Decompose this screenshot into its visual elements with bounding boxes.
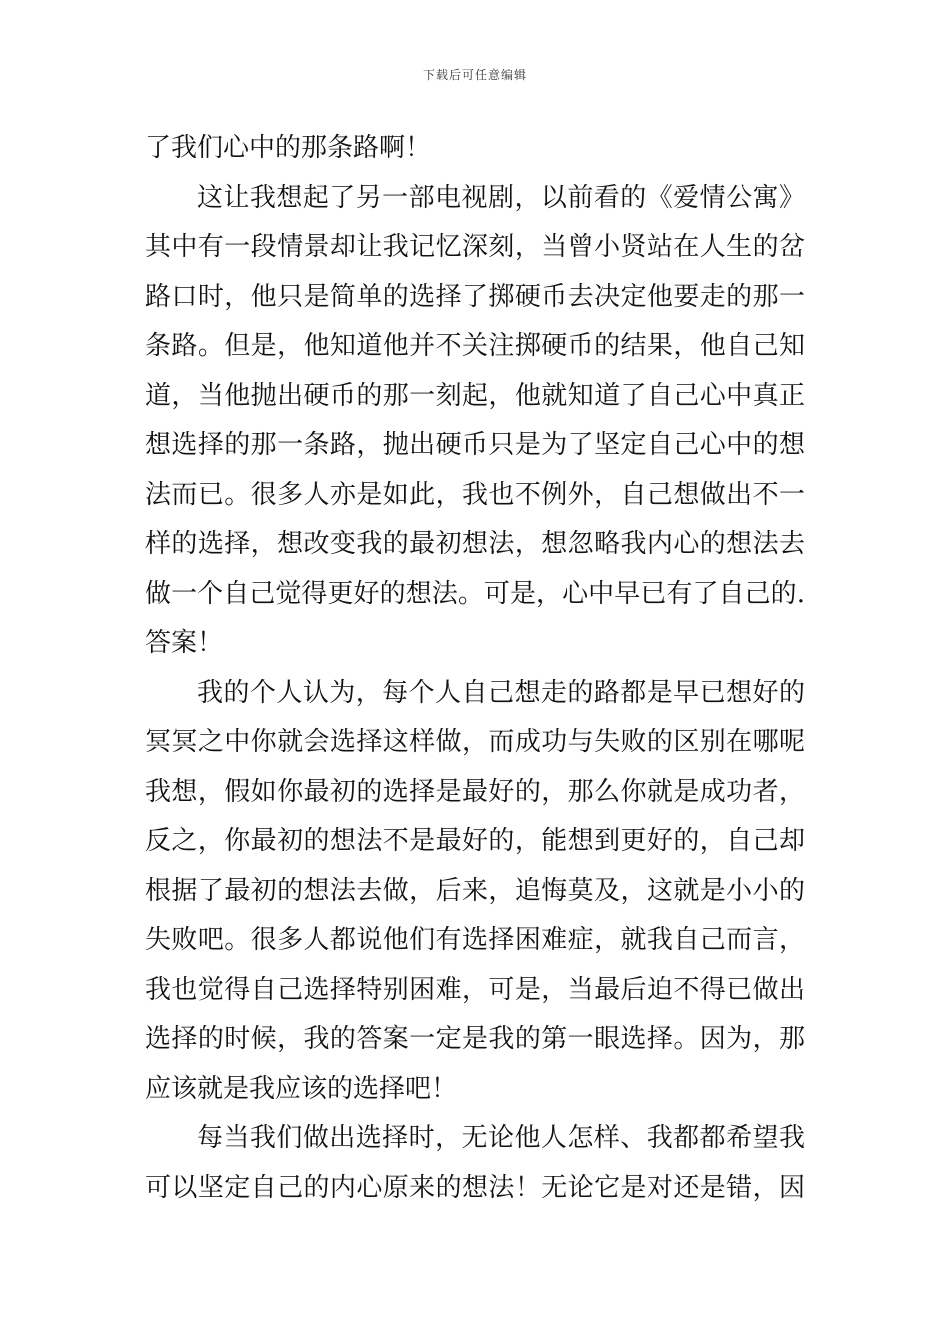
page-header: 下载后可任意编辑 bbox=[422, 68, 527, 82]
text-line: 做一个自己觉得更好的想法。可是，心中早已有了自己的. bbox=[145, 578, 805, 609]
text-line: 条路。但是，他知道他并不关注掷硬币的结果，他自己知 bbox=[145, 331, 805, 361]
text-line: 想选择的那一条路，抛出硬币只是为了坚定自己心中的想 bbox=[145, 430, 805, 460]
text-line: 了我们心中的那条路啊！ bbox=[145, 133, 432, 163]
text-line: 失败吧。很多人都说他们有选择困难症，就我自己而言， bbox=[145, 925, 805, 955]
text-line: 路口时，他只是简单的选择了掷硬币去决定他要走的那一 bbox=[145, 281, 805, 312]
text-line: 法而已。很多人亦是如此，我也不例外，自己想做出不一 bbox=[145, 479, 805, 510]
text-line: 选择的时候，我的答案一定是我的第一眼选择。因为，那 bbox=[145, 1024, 805, 1054]
text-line: 这让我想起了另一部电视剧，以前看的《爱情公寓》 bbox=[197, 182, 805, 213]
text-line: 我的个人认为，每个人自己想走的路都是早已想好的 bbox=[197, 677, 805, 708]
text-line: 答案！ bbox=[145, 628, 224, 658]
text-line: 其中有一段情景却让我记忆深刻，当曾小贤站在人生的岔 bbox=[145, 232, 805, 262]
text-line: 根据了最初的想法去做，后来，追悔莫及，这就是小小的 bbox=[145, 875, 805, 906]
text-line: 可以坚定自己的内心原来的想法！无论它是对还是错，因 bbox=[145, 1172, 805, 1203]
text-line: 反之，你最初的想法不是最好的，能想到更好的，自己却 bbox=[145, 826, 805, 856]
text-line: 道，当他抛出硬币的那一刻起，他就知道了自己心中真正 bbox=[145, 380, 805, 411]
text-line: 每当我们做出选择时，无论他人怎样、我都都希望我 bbox=[197, 1123, 805, 1153]
text-line: 应该就是我应该的选择吧！ bbox=[145, 1073, 458, 1104]
text-line: 我想，假如你最初的选择是最好的，那么你就是成功者， bbox=[145, 776, 805, 807]
text-line: 冥冥之中你就会选择这样做，而成功与失败的区别在哪呢 bbox=[145, 727, 805, 757]
text-line: 样的选择，想改变我的最初想法，想忽略我内心的想法去 bbox=[145, 529, 805, 559]
text-line: 我也觉得自己选择特别困难，可是，当最后迫不得已做出 bbox=[145, 974, 805, 1005]
document-body bbox=[145, 124, 805, 1213]
